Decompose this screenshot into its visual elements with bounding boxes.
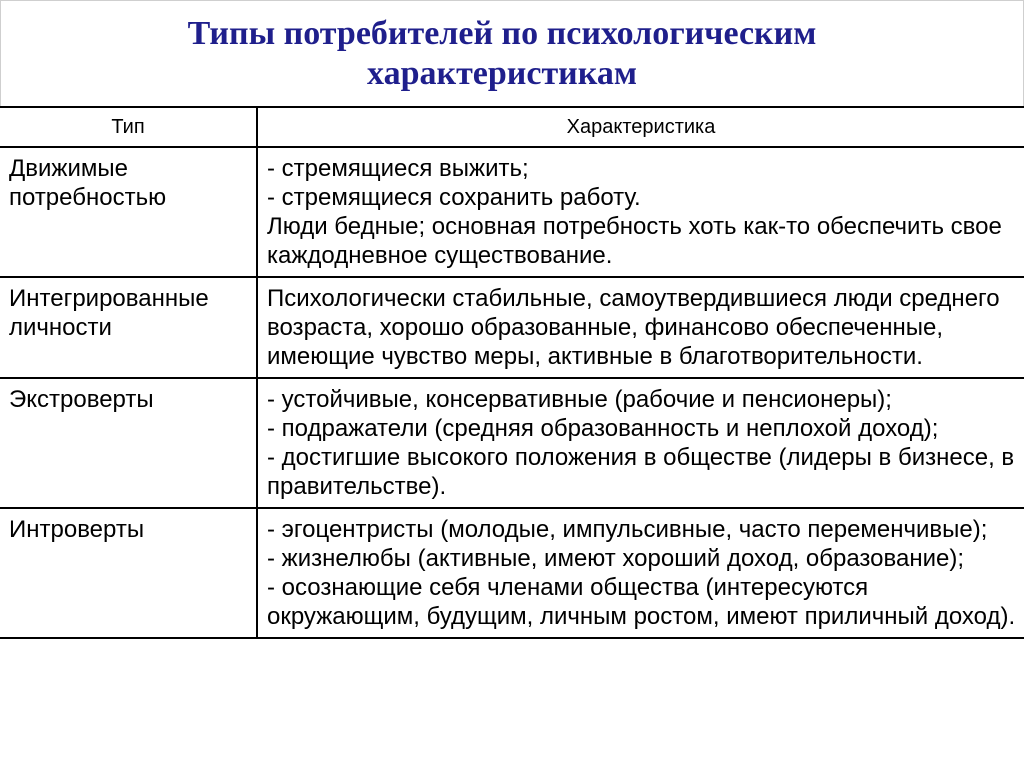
characteristic-cell <box>257 277 1024 378</box>
type-cell: Интроверты <box>0 508 257 638</box>
type-cell: Движимые потребностью <box>0 147 257 277</box>
title-line-1: Типы потребителей по психологическим <box>187 14 817 52</box>
header-type: Тип <box>0 107 257 147</box>
characteristic-line: - достигшие высокого положения в обществе (лидеры в бизнесе, в правительстве). <box>267 444 1021 500</box>
slide-title <box>0 0 1024 106</box>
characteristic-line: - стремящиеся выжить; <box>267 155 529 182</box>
characteristic-line: - жизнелюбы (активные, имеют хороший доход, образование); <box>267 545 965 572</box>
characteristic-line: - осознающие себя членами общества (интересуются окружающим, будущим, личным ростом, имеют приличный доход). <box>267 574 1016 630</box>
characteristic-line: - эгоцентристы (молодые, импульсивные, часто переменчивые); <box>267 516 988 543</box>
table-row <box>0 277 1024 378</box>
table-row <box>0 147 1024 277</box>
characteristic-line: - стремящиеся сохранить работу. <box>267 184 641 211</box>
consumer-types-table <box>0 106 1024 639</box>
characteristic-line: Люди бедные; основная потребность хоть как-то обеспечить свое каждодневное существование. <box>267 213 1009 269</box>
characteristic-line: - устойчивые, консервативные (рабочие и пенсионеры); <box>267 386 892 413</box>
characteristic-line: Психологически стабильные, самоутвердившиеся люди среднего возраста, хорошо образованные, финансово обеспеченные, имеющие чувство меры, активные в благотворительности. <box>267 285 1007 370</box>
characteristic-cell <box>257 508 1024 638</box>
type-cell: Интегрированные личности <box>0 277 257 378</box>
title-line-2: характеристикам <box>367 54 637 92</box>
table-row <box>0 378 1024 508</box>
header-row <box>0 107 1024 147</box>
type-cell: Экстроверты <box>0 378 257 508</box>
characteristic-cell <box>257 378 1024 508</box>
table-row <box>0 508 1024 638</box>
header-characteristic: Характеристика <box>257 107 1024 147</box>
characteristic-cell <box>257 147 1024 277</box>
characteristic-line: - подражатели (средняя образованность и неплохой доход); <box>267 415 939 442</box>
